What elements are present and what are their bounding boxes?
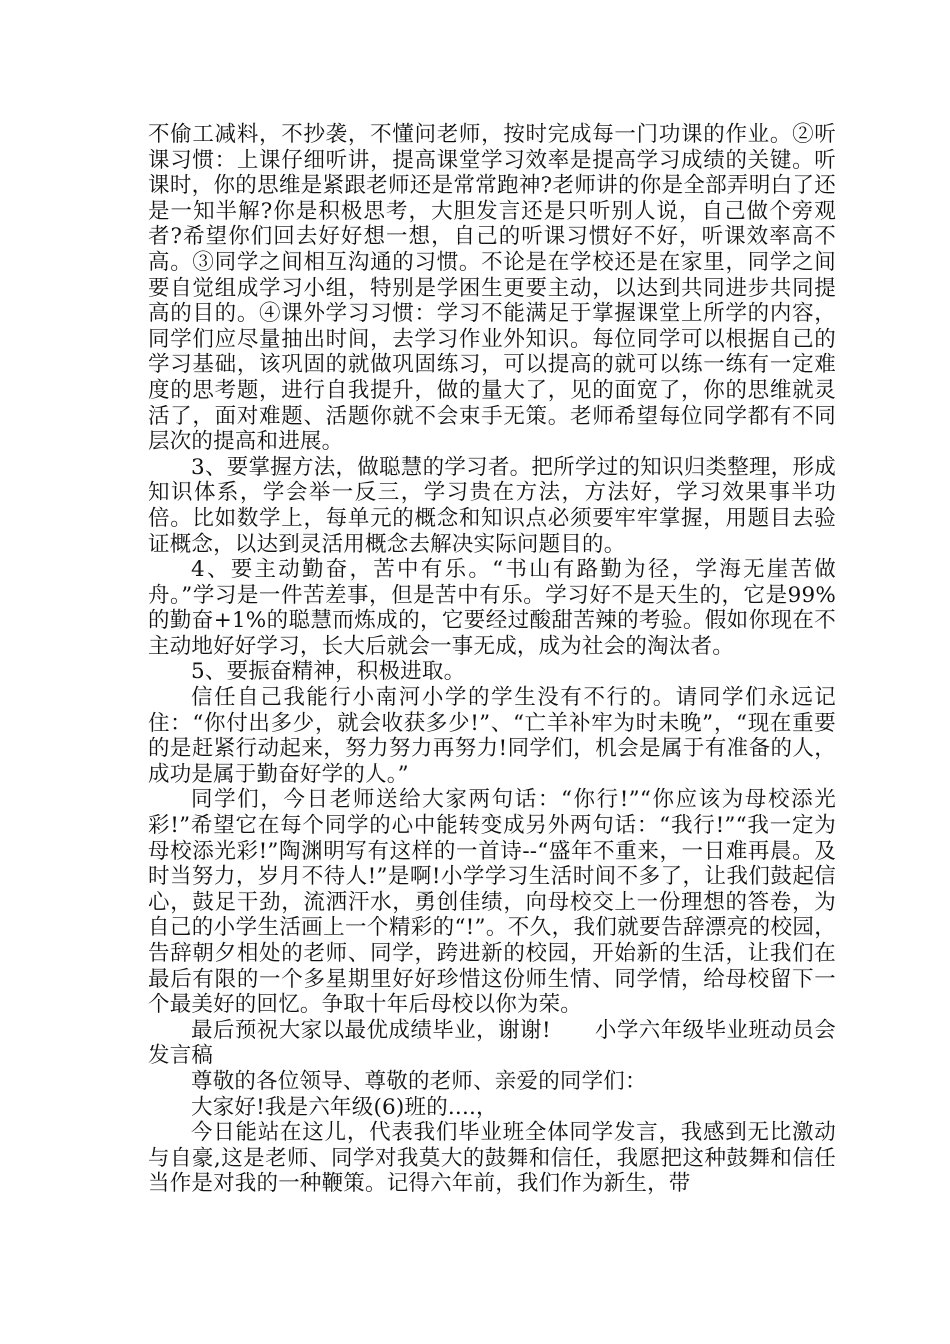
paragraph-method: 3、要掌握方法，做聪慧的学习者。把所学过的知识归类整理，形成知识体系，学会举一反三，学习贵在方法，方法好，学习效果事半功倍。比如数学上，每单元的概念和知识点必须要牢牢掌握，用题目去验证概念，以达到灵活用概念去解决实际问题目的。: [148, 454, 836, 557]
paragraph-self-belief: 信任自己我能行小南河小学的学生没有不行的。请同学们永远记住：“你付出多少，就会收获多少!”、“亡羊补牢为时未晚”，“现在重要的是赶紧行动起来，努力努力再努力!同学们，机会是属于有准备的人，成功是属于勤奋好学的人。”: [148, 685, 836, 787]
paragraph-greeting: 大家好!我是六年级(6)班的....，: [191, 1094, 498, 1120]
paragraph-two-sentences: 同学们，今日老师送给大家两句话：“你行!”“你应该为母校添光彩!”希望它在每个同学的心中能转变成另外两句话：“我行!”“我一定为母校添光彩!”陶渊明写有这样的一首诗--“盛年不重来，一日难再晨。及时当努力，岁月不待人!”是啊!小学学习生活时间不多了，让我们鼓起信心，鼓足干劲，流洒汗水，勇创佳绩，向母校交上一份理想的答卷，为自己的小学生活画上一个精彩的“!”。不久，我们就要告辞漂亮的校园，告辞朝夕相处的老师、同学，跨进新的校园，开始新的生活，让我们在最后有限的一个多星期里好好珍惜这份师生情、同学情，给母校留下一个最美好的回忆。争取十年后母校以你为荣。: [148, 787, 836, 1018]
paragraph-closing-and-title: 最后预祝大家以最优成绩毕业，谢谢! 小学六年级毕业班动员会发言稿: [148, 1017, 836, 1069]
document-body: [148, 122, 836, 1197]
paragraph-spirit: 5、要振奋精神，积极进取。: [191, 659, 466, 685]
paragraph-salutation: 尊敬的各位领导、尊敬的老师、亲爱的同学们：: [191, 1068, 647, 1094]
paragraph-diligence: 4、要主动勤奋，苦中有乐。“书山有路勤为径，学海无崖苦做舟。”学习是一件苦差事，但是苦中有乐。学习好不是天生的，它是99%的勤奋+1%的聪慧而炼成的，它要经过酸甜苦辣的考验。假如你现在不主动地好好学习，长大后就会一事无成，成为社会的淘汰者。: [148, 557, 836, 659]
paragraph-speech-opening: 今日能站在这儿，代表我们毕业班全体同学发言，我感到无比激动与自豪,这是老师、同学对我莫大的鼓舞和信任，我愿把这种鼓舞和信任当作是对我的一种鞭策。记得六年前，我们作为新生，带: [148, 1120, 836, 1197]
paragraph-study-habits: 不偷工减料，不抄袭，不懂问老师，按时完成每一门功课的作业。②听课习惯：上课仔细听讲，提高课堂学习效率是提高学习成绩的关键。听课时，你的思维是紧跟老师还是常常跑神?老师讲的你是全部弄明白了还是一知半解?你是积极思考，大胆发言还是只听别人说，自己做个旁观者?希望你们回去好好想一想，自己的听课习惯好不好，听课效率高不高。③同学之间相互沟通的习惯。不论是在学校还是在家里，同学之间要自觉组成学习小组，特别是学困生更要主动，以达到共同进步共同提高的目的。④课外学习习惯：学习不能满足于掌握课堂上所学的内容，同学们应尽量抽出时间，去学习作业外知识。每位同学可以根据自己的学习基础，该巩固的就做巩固练习，可以提高的就可以练一练有一定难度的思考题，进行自我提升，做的量大了，见的面宽了，你的思维就灵活了，面对难题、活题你就不会束手无策。老师希望每位同学都有不同层次的提高和进展。: [148, 122, 836, 455]
